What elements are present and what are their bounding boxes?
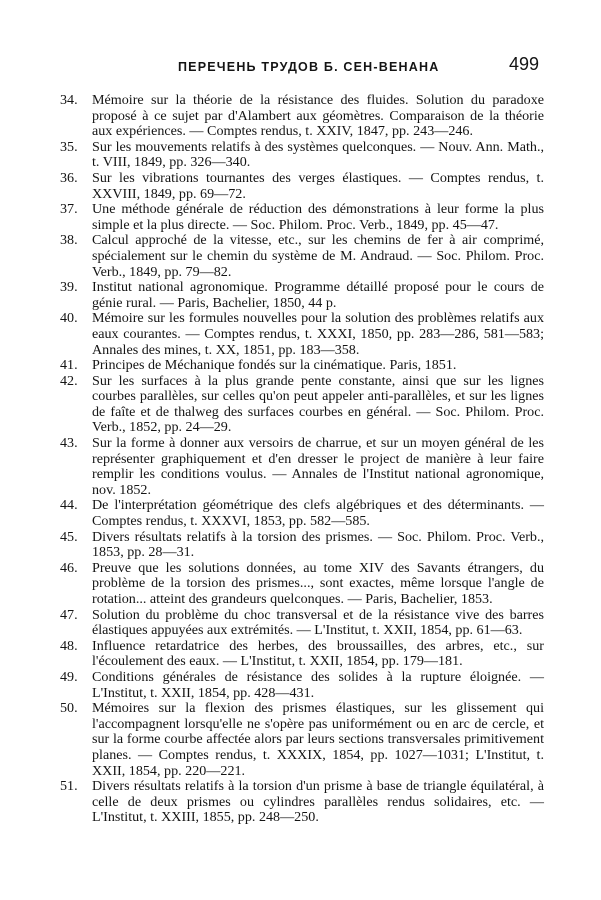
bibliography-entry-40 [60,311,544,358]
bibliography-entry-37 [60,202,544,233]
entry-text: Mémoire sur les formules nouvelles pour la solution des problèmes relatifs aux eaux courantes. — Comptes rendus, t. XXXI, 1850, pp. 283—286, 581—583; Annales des mines, t. XX, 1851, pp. 183—358. [92,310,544,358]
entry-number: 34. [60,92,78,108]
entry-number: 38. [60,232,78,249]
entry-number: 45. [60,528,78,545]
entry-number: 43. [60,435,78,452]
entry-text: Calcul approché de la vitesse, etc., sur les chemins de fer à air comprimé, spécialement sur le chemin du système de M. Andraud. — Soc. Philom. Proc. Verb., 1849, pp. 79—82. [92,232,544,280]
entry-number: 44. [60,497,78,514]
entry-number: 48. [60,637,78,654]
entry-text: Une méthode générale de réduction des démonstrations à leur forme la plus simple et la plus directe. — Soc. Philom. Proc. Verb., 1849, pp. 45—47. [92,201,544,233]
entry-text: Divers résultats relatifs à la torsion d'un prisme à base de triangle équilatéral, à celle de deux prismes ou cylindres parallèles rendus solidaires, etc. — L'Institut, t. XXIII, 1855, pp. 248—250. [92,778,544,826]
entry-text: Conditions générales de résistance des solides à la rupture éloignée. — L'Institut, t. XXII, 1854, pp. 428—431. [92,668,544,701]
bibliography-list [60,93,544,826]
entry-number: 47. [60,606,78,623]
bibliography-entry-49 [60,670,544,701]
entry-text: Solution du problème du choc transversal et de la résistance vive des barres élastiques appuyées aux extrémités. — L'Institut, t. XXII, 1854, pp. 61—63. [92,606,544,639]
bibliography-entry-45 [60,530,544,561]
entry-number: 41. [60,357,78,374]
entry-text: Influence retardatrice des herbes, des broussailles, des arbres, etc., sur l'écoulement des eaux. — L'Institut, t. XXII, 1854, pp. 179—181. [92,637,544,670]
entry-text: Preuve que les solutions données, au tome XIV des Savants étrangers, du problème de la torsion des prismes..., sont exactes, même lorsque l'angle de rotation... atteint des grandeurs quelconques. — Paris, Bachelier, 1853. [92,559,544,607]
bibliography-entry-42 [60,374,544,436]
entry-text: Principes de Méchanique fondés sur la cinématique. Paris, 1851. [92,357,457,374]
bibliography-entry-50 [60,701,544,779]
entry-text: Institut national agronomique. Programme détaillé proposé pour le cours de génie rural. — Paris, Bachelier, 1850, 44 p. [92,279,544,311]
page-number: 499 [508,54,539,74]
entry-number: 39. [60,279,78,296]
bibliography-entry-39 [60,280,544,311]
entry-text: Sur les mouvements relatifs à des systèmes quelconques. — Nouv. Ann. Math., t. VIII, 1849, pp. 326—340. [92,138,544,171]
entry-text: Sur la forme à donner aux versoirs de charrue, et sur un moyen général de les représenter graphiquement et d'en dresser le project de manière à leur faire remplir les conditions voulus. — Annales de l'Institut national agronomique, nov. 1852. [92,435,544,498]
entry-number: 51. [60,778,78,795]
entry-number: 37. [60,201,78,218]
entry-number: 35. [60,138,78,155]
entry-text: Sur les vibrations tournantes des verges élastiques. — Comptes rendus, t. XXVIII, 1849, pp. 69—72. [92,169,544,202]
bibliography-entry-47 [60,608,544,639]
bibliography-entry-51 [60,779,544,826]
entry-number: 40. [60,310,78,327]
entry-text: Divers résultats relatifs à la torsion des prismes. — Soc. Philom. Proc. Verb., 1853, pp. 28—31. [92,528,544,561]
bibliography-entry-36 [60,171,544,202]
bibliography-entry-46 [60,561,544,608]
entry-text: Mémoires sur la flexion des prismes élastiques, sur les glissement qui l'accompagnent lorsqu'elle ne s'opère pas uniformément ou en arc de cercle, et sur la forme courbe affectée alors par leurs sections transversales primitivement planes. — Comptes rendus, t. XXXIX, 1854, pp. 1027—1031; L'Institut, t. XXII, 1854, pp. 220—221. [92,700,544,779]
entry-number: 36. [60,169,78,186]
bibliography-entry-44 [60,498,544,529]
entry-text: Mémoire sur la théorie de la résistance des fluides. Solution du paradoxe proposé à ce sujet par d'Alambert aux géomètres. Comparaison de la théorie aux expériences. — Comptes rendus, t. XXIV, 1847, pp. 243—246. [92,92,544,140]
entry-number: 50. [60,700,78,717]
entry-text: Sur les surfaces à la plus grande pente constante, ainsi que sur les lignes courbes parallèles, sur celles qu'on peut appeler anti-parallèles, et sur les lignes de faîte et de thalweg des surfaces courbes en général. — Soc. Philom. Proc. Verb., 1852, pp. 24—29. [92,372,544,436]
bibliography-entry-35 [60,140,544,171]
entry-text: De l'interprétation géométrique des clefs algébriques et des déterminants. — Comptes rendus, t. XXXVI, 1853, pp. 582—585. [92,497,544,530]
bibliography-entry-48 [60,639,544,670]
bibliography-entry-41 [60,358,544,374]
page-header [0,52,601,78]
entry-number: 49. [60,668,78,685]
bibliography-entry-43 [60,436,544,498]
entry-number: 46. [60,559,78,576]
bibliography-entry-34 [60,93,544,140]
running-head: ПЕРЕЧЕНЬ ТРУДОВ Б. СЕН-ВЕНАНА [178,60,440,74]
bibliography-entry-38 [60,233,544,280]
entry-number: 42. [60,372,78,389]
